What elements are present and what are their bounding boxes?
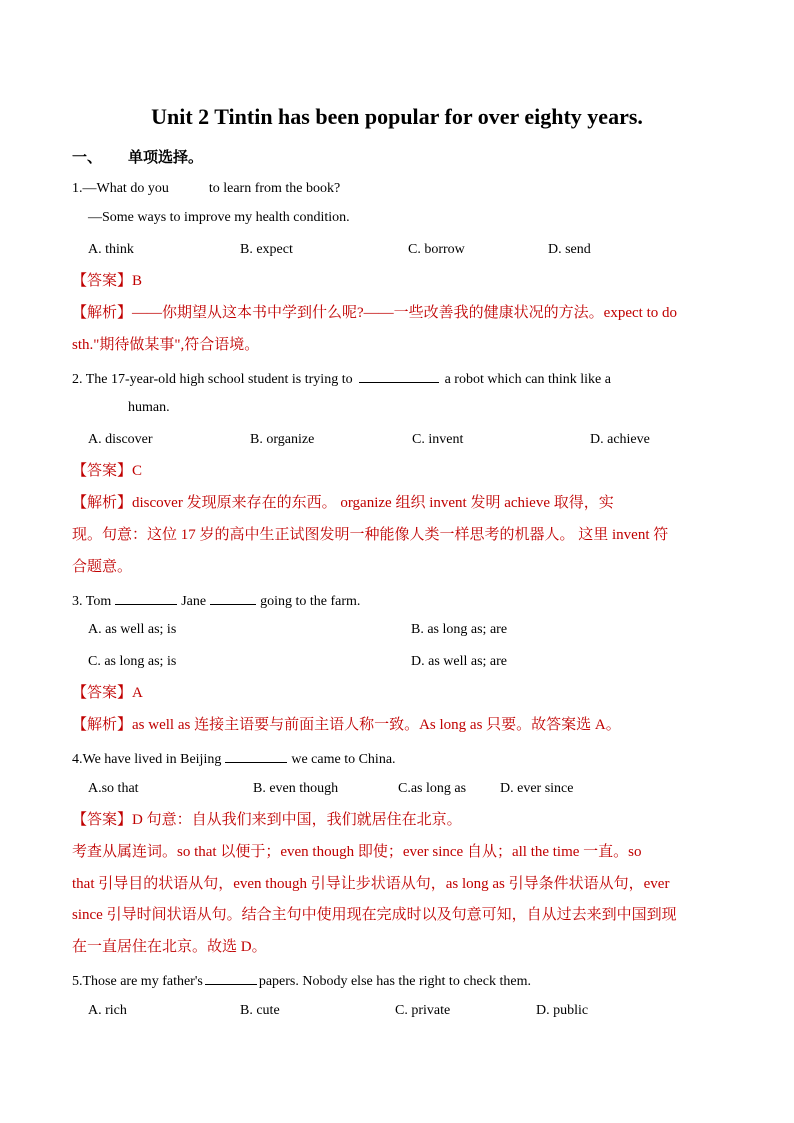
question-1-response: —Some ways to improve my health condition. [88, 210, 350, 225]
q2-analysis-line-2: 现。句意：这位 17 岁的高中生正试图发明一种能像人类一样思考的机器人。 这里 invent 符 [72, 527, 669, 543]
q4-analysis-line-4: 在一直居住在北京。故选 D。 [72, 939, 267, 955]
q1-analysis-line-1: 【解析】——你期望从这本书中学到什么呢?——一些改善我的健康状况的方法。expect to do [72, 305, 677, 321]
page-title: Unit 2 Tintin has been popular for over eighty years. [151, 104, 643, 129]
q4-analysis-line-3: since 引导时间状语从句。结合主句中使用现在完成时以及句意可知，自从过去来到中国到现 [72, 907, 677, 923]
q4-analysis-line-2: that 引导目的状语从句，even though 引导让步状语从句，as long as 引导条件状语从句，ever [72, 876, 670, 892]
q5-option-d: D. public [536, 1003, 589, 1018]
q2-option-c: C. invent [412, 432, 464, 447]
q4-answer: 【答案】D 句意：自从我们来到中国，我们就居住在北京。 [72, 812, 462, 828]
q3-option-d: D. as well as; are [411, 654, 508, 669]
q1-answer: 【答案】B [72, 273, 143, 289]
question-2-stem: 2. The 17-year-old high school student is trying to a robot which can think like a [72, 368, 611, 389]
q2-option-b: B. organize [250, 432, 315, 447]
q2-option-a: A. discover [88, 432, 153, 447]
q4-option-d: D. ever since [500, 781, 574, 796]
section-heading [72, 146, 203, 167]
q5-option-c: C. private [395, 1003, 451, 1018]
question-3-stem: 3. Tom Jane going to the farm. [72, 590, 360, 611]
q1-option-b: B. expect [240, 242, 293, 257]
question-4-stem: 4.We have lived in Beijing we came to China. [72, 748, 396, 769]
q1-option-c: C. borrow [408, 242, 465, 257]
q2-answer: 【答案】C [72, 463, 143, 479]
q4-option-a: A.so that [88, 781, 139, 796]
q4-option-b: B. even though [253, 781, 339, 796]
question-1-stem: 1.—What do you to learn from the book? [72, 181, 341, 196]
q2-analysis-line-3: 合题意。 [72, 559, 133, 575]
q1-analysis-line-2: sth."期待做某事",符合语境。 [72, 337, 260, 353]
q3-option-b: B. as long as; are [411, 622, 508, 637]
q3-option-c: C. as long as; is [88, 654, 177, 669]
q1-option-a: A. think [88, 242, 134, 257]
q2-option-d: D. achieve [590, 432, 650, 447]
q5-option-a: A. rich [88, 1003, 127, 1018]
q5-option-b: B. cute [240, 1003, 280, 1018]
q3-answer: 【答案】A [72, 685, 143, 701]
q4-analysis-line-1: 考查从属连词。so that 以便于；even though 即使；ever since 自从；all the time 一直。so [72, 844, 642, 860]
q3-analysis-line-1: 【解析】as well as 连接主语要与前面主语人称一致。As long as 只要。故答案选 A。 [72, 717, 621, 733]
q2-analysis-line-1: 【解析】discover 发现原来存在的东西。 organize 组织 invent 发明 achieve 取得，实 [72, 495, 614, 511]
section-number: 一、 [72, 150, 103, 166]
q1-option-d: D. send [548, 242, 591, 257]
question-5-stem: 5.Those are my father's papers. Nobody else has the right to check them. [72, 970, 531, 991]
section-label: 单项选择。 [128, 150, 204, 166]
q4-option-c: C.as long as [398, 781, 467, 796]
question-2-stem-cont: human. [128, 400, 170, 415]
q3-option-a: A. as well as; is [88, 622, 177, 637]
